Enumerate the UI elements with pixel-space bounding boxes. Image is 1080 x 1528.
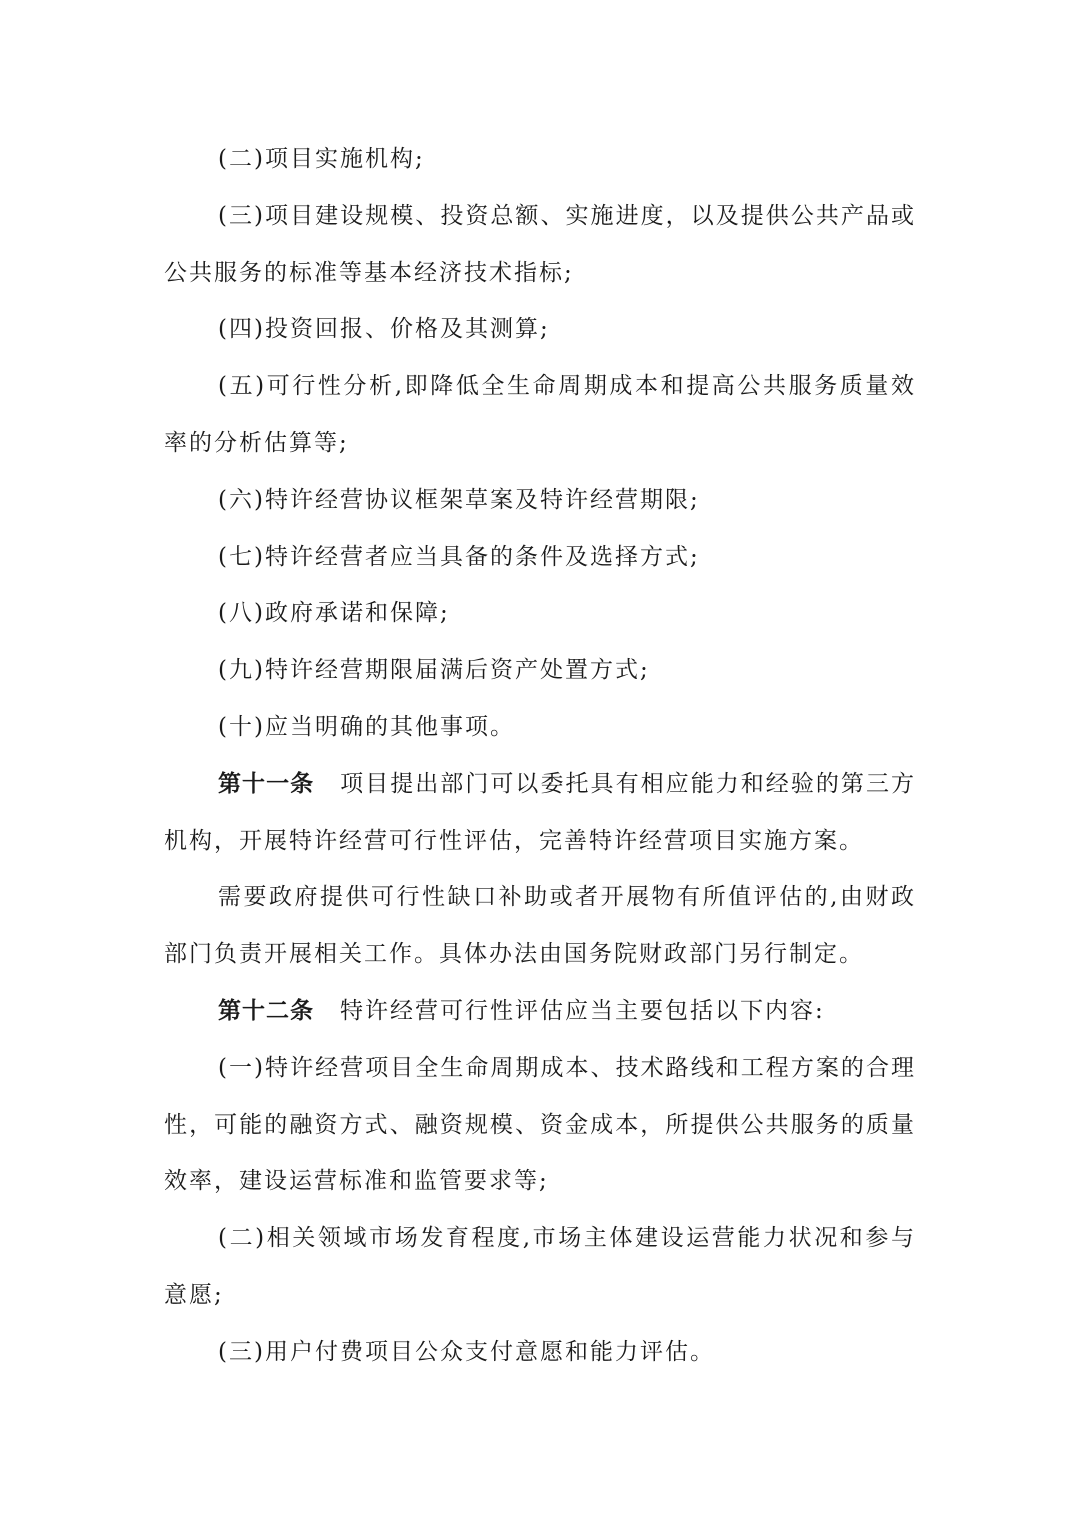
paragraph-text: (二)项目实施机构; [218, 146, 425, 172]
paragraph-text: (八)政府承诺和保障; [218, 600, 450, 627]
article-number: 第十二条 [218, 997, 314, 1024]
paragraph-item-2 [164, 131, 916, 188]
paragraph-item-6 [164, 472, 916, 529]
article-12 [164, 983, 916, 1040]
paragraph-text: (七)特许经营者应当具备的条件及选择方式; [218, 543, 700, 570]
article-12-item-2 [164, 1210, 916, 1324]
article-11 [164, 756, 916, 870]
paragraph-text: (二)相关领域市场发育程度,市场主体建设运营能力状况和参与意愿; [164, 1225, 916, 1308]
paragraph-item-5 [164, 358, 916, 472]
paragraph-text: 需要政府提供可行性缺口补助或者开展物有所值评估的,由财政部门负责开展相关工作。具体办法由国务院财政部门另行制定。 [164, 884, 916, 968]
article-12-item-3 [164, 1324, 916, 1381]
paragraph-text: (六)特许经营协议框架草案及特许经营期限; [218, 486, 700, 513]
paragraph-text: 项目提出部门可以委托具有相应能力和经验的第三方机构，开展特许经营可行性评估，完善特许经营项目实施方案。 [164, 770, 917, 854]
paragraph-text: (十)应当明确的其他事项。 [218, 713, 515, 740]
paragraph-text: (三)用户付费项目公众支付意愿和能力评估。 [218, 1338, 715, 1365]
article-12-item-1 [164, 1040, 916, 1210]
paragraph-item-7 [164, 529, 916, 586]
paragraph-item-10 [164, 699, 916, 756]
document-body [164, 131, 916, 1381]
paragraph-text: (一)特许经营项目全生命周期成本、技术路线和工程方案的合理性，可能的融资方式、融资规模、资金成本，所提供公共服务的质量效率，建设运营标准和监管要求等; [164, 1054, 916, 1195]
paragraph-item-3 [164, 188, 916, 302]
paragraph-text: (九)特许经营期限届满后资产处置方式; [218, 657, 650, 684]
paragraph-item-9 [164, 642, 916, 699]
paragraph-text: (四)投资回报、价格及其测算; [218, 316, 550, 343]
paragraph-text: 特许经营可行性评估应当主要包括以下内容: [340, 997, 825, 1024]
article-number: 第十一条 [218, 770, 315, 797]
paragraph-text: (五)可行性分析,即降低全生命周期成本和提高公共服务质量效率的分析估算等; [164, 373, 916, 456]
paragraph-item-8 [164, 585, 916, 642]
paragraph-item-4 [164, 301, 916, 358]
paragraph-text: (三)项目建设规模、投资总额、实施进度，以及提供公共产品或公共服务的标准等基本经济技术指标; [164, 202, 916, 286]
article-11-paragraph-2 [164, 869, 916, 983]
